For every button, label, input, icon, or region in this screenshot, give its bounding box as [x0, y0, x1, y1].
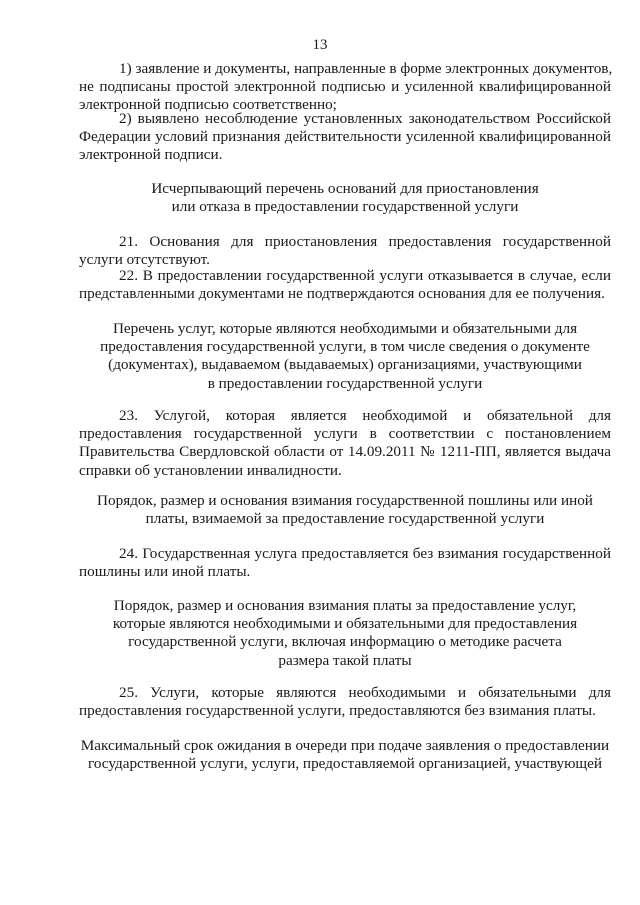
- text-line: 25. Услуги, которые являются необходимыми и обязательными для: [119, 684, 611, 701]
- paragraph-item-2: [79, 110, 611, 165]
- section-heading-queue-time: [79, 737, 611, 773]
- text-line: Правительства Свердловской области от 14.09.2011 № 1211-ПП, является выдача: [79, 443, 611, 461]
- heading-line: Максимальный срок ожидания в очереди при подаче заявления о предоставлении: [80, 737, 610, 754]
- paragraph-23: [79, 407, 611, 480]
- text-line: 23. Услугой, которая является необходимой и обязательной для: [119, 407, 611, 424]
- text-line: электронной подписью соответственно;: [79, 96, 337, 114]
- paragraph-25: [79, 684, 611, 720]
- text-line: электронной подписи.: [79, 146, 223, 164]
- heading-line: Порядок, размер и основания взимания платы за предоставление услуг,: [113, 597, 577, 614]
- text-line: 22. В предоставлении государственной услуги отказывается в случае, если: [119, 267, 611, 284]
- text-line: предоставления государственной услуги, предоставляются без взимания платы.: [79, 702, 596, 720]
- heading-line: государственной услуги, включая информацию о методике расчета: [128, 633, 562, 651]
- text-line: 1) заявление и документы, направленные в форме электронных документов,: [119, 60, 613, 77]
- text-line: предоставления государственной услуги в соответствии с постановлением: [79, 425, 611, 443]
- heading-line: Исчерпывающий перечень оснований для приостановления: [151, 180, 539, 197]
- heading-line: (документах), выдаваемом (выдаваемых) организациями, участвующими: [108, 356, 582, 374]
- text-line: представленными документами не подтверждаются основания для ее получения.: [79, 285, 605, 303]
- section-heading-state-fee: [79, 492, 611, 528]
- text-line: 24. Государственная услуга предоставляется без взимания государственной: [119, 545, 611, 562]
- heading-line: Порядок, размер и основания взимания государственной пошлины или иной: [97, 492, 593, 509]
- paragraph-24: [79, 545, 611, 581]
- heading-line: Перечень услуг, которые являются необходимыми и обязательными для: [112, 320, 578, 337]
- paragraph-22: [79, 267, 611, 303]
- heading-line: которые являются необходимыми и обязательными для предоставления: [112, 615, 578, 633]
- section-heading-grounds: [79, 180, 611, 216]
- text-line: пошлины или иной платы.: [79, 563, 251, 581]
- text-line: справки об установлении инвалидности.: [79, 461, 342, 479]
- heading-line: размера такой платы: [278, 651, 412, 669]
- text-line: 21. Основания для приостановления предоставления государственной: [119, 233, 611, 250]
- text-line: услуги отсутствуют.: [79, 251, 210, 269]
- heading-line: платы, взимаемой за предоставление государственной услуги: [145, 510, 545, 528]
- heading-line: или отказа в предоставлении государственной услуги: [171, 198, 519, 216]
- paragraph-item-1: [79, 60, 611, 115]
- heading-line: государственной услуги, услуги, предоставляемой организацией, участвующей: [87, 755, 602, 773]
- page-number: 13: [312, 37, 328, 53]
- section-heading-fee-calculation: [79, 597, 611, 670]
- text-line: Федерации условий признания действительности усиленной квалифицированной: [79, 128, 611, 146]
- text-line: 2) выявлено несоблюдение установленных законодательством Российской: [119, 110, 611, 127]
- heading-line: в предоставлении государственной услуги: [207, 374, 483, 392]
- text-line: не подписаны простой электронной подписью и усиленной квалифицированной: [79, 78, 611, 96]
- section-heading-services-list: [79, 320, 611, 393]
- heading-line: предоставления государственной услуги, в том числе сведения о документе: [100, 338, 590, 356]
- paragraph-21: [79, 233, 611, 269]
